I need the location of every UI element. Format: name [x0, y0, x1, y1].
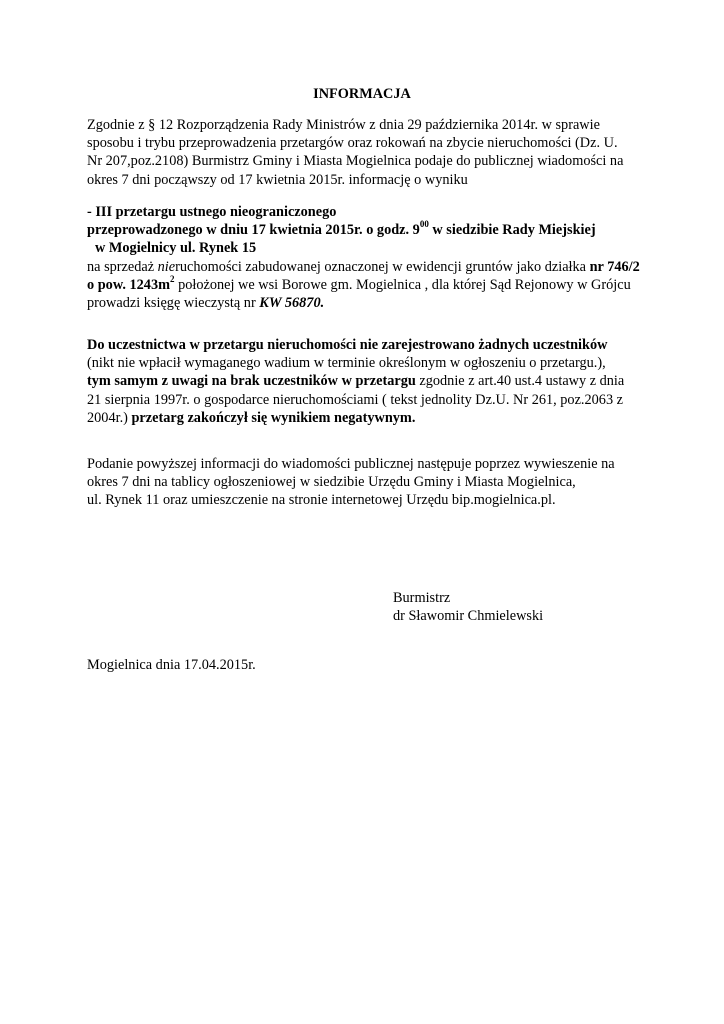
intro-line: Nr 207,poz.2108) Burmistrz Gminy i Miasta Mogielnica podaje do publicznej wiadomości na	[87, 153, 624, 170]
result-line	[87, 409, 667, 427]
result-line: (nikt nie wpłacił wymaganego wadium w terminie określonym w ogłoszeniu o przetargu.),	[87, 355, 606, 372]
tender-location-text: w siedzibie Rady Miejskiej	[428, 222, 596, 239]
land-register-number: KW 56870.	[259, 294, 325, 311]
tender-heading: - III przetargu ustnego nieograniczonego	[87, 204, 337, 220]
result-text: zgodnie z art.40 ust.4 ustawy z dnia	[415, 373, 625, 390]
parcel-area-unit-sup: 2	[170, 273, 175, 284]
tender-date-line	[87, 221, 667, 239]
result-text: 2004r.)	[87, 409, 132, 426]
result-line	[87, 372, 667, 390]
tender-paragraph	[87, 203, 667, 312]
result-conclusion: przetarg zakończył się wynikiem negatywnym.	[131, 409, 416, 426]
signature-name: dr Sławomir Chmielewski	[393, 608, 544, 625]
place-date: Mogielnica dnia 17.04.2015r.	[87, 657, 256, 673]
publication-paragraph	[87, 455, 667, 510]
tender-time-minutes: 00	[419, 219, 429, 230]
publication-line: okres 7 dni na tablicy ogłoszeniowej w siedzibie Urzędu Gminy i Miasta Mogielnica,	[87, 474, 576, 491]
tender-date-text: przeprowadzonego w dniu 17 kwietnia 2015r. o godz. 9	[87, 222, 420, 239]
tender-subject-text: na sprzedaż	[87, 258, 158, 275]
publication-line: Podanie powyższej informacji do wiadomości publicznej następuje poprzez wywieszenie na	[87, 456, 615, 472]
signature-block	[393, 589, 543, 625]
result-bold-text: tym samym z uwagi na brak uczestników w przetargu	[87, 373, 416, 390]
tender-address: w Mogielnicy ul. Rynek 15	[95, 240, 257, 257]
tender-register-line	[87, 294, 667, 312]
footer-place-date	[87, 656, 667, 674]
document-title: INFORMACJA	[313, 86, 411, 102]
tender-area-line	[87, 273, 667, 294]
tender-area-text: położonej we wsi Borowe gm. Mogielnica , dla której Sąd Rejonowy w Grójcu	[174, 276, 631, 293]
signature-role: Burmistrz	[393, 590, 451, 606]
intro-paragraph	[87, 116, 667, 189]
tender-register-text: prowadzi księgę wieczystą nr	[87, 294, 260, 311]
tender-subject-mid: ruchomości zabudowanej oznaczonej w ewidencji gruntów jako działka	[175, 258, 590, 275]
result-paragraph	[87, 336, 667, 427]
parcel-area: o pow. 1243m	[87, 276, 171, 293]
intro-line: okres 7 dni począwszy od 17 kwietnia 2015r. informację o wyniku	[87, 171, 468, 188]
result-line: 21 sierpnia 1997r. o gospodarce nieruchomościami ( tekst jednolity Dz.U. Nr 261, poz.2063 z	[87, 391, 624, 408]
intro-line: Zgodnie z § 12 Rozporządzenia Rady Ministrów z dnia 29 października 2014r. w sprawie	[87, 117, 600, 133]
parcel-number: nr 746/2	[589, 258, 640, 275]
result-heading: Do uczestnictwa w przetargu nieruchomości nie zarejestrowano żadnych uczestników	[87, 337, 608, 353]
intro-line: sposobu i trybu przeprowadzenia przetargów oraz rokowań na zbycie nieruchomości (Dz. U.	[87, 135, 618, 152]
publication-line: ul. Rynek 11 oraz umieszczenie na stronie internetowej Urzędu bip.mogielnica.pl.	[87, 492, 556, 509]
tender-subject-italic: nie	[157, 258, 176, 275]
